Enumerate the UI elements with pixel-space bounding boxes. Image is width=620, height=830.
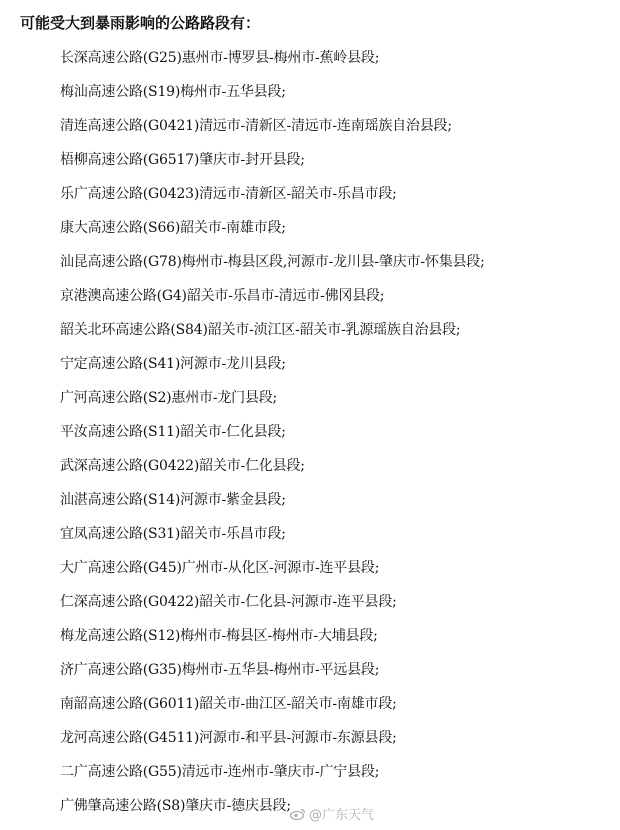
- road-item: 广佛肇高速公路(S8)肇庆市-德庆县段;: [60, 798, 291, 814]
- watermark: [290, 804, 374, 823]
- road-item: 宁定高速公路(S41)河源市-龙川县段;: [60, 356, 286, 372]
- road-item: 梧柳高速公路(G6517)肇庆市-封开县段;: [60, 152, 305, 168]
- weibo-icon: [290, 808, 306, 820]
- road-list: [60, 47, 485, 829]
- road-item: 康大高速公路(S66)韶关市-南雄市段;: [60, 220, 286, 236]
- road-item: 南韶高速公路(G6011)韶关市-曲江区-韶关市-南雄市段;: [60, 696, 397, 712]
- road-item: 汕昆高速公路(G78)梅州市-梅县区段,河源市-龙川县-肇庆市-怀集县段;: [60, 254, 485, 270]
- watermark-text: @广东天气: [309, 808, 375, 823]
- road-item: 仁深高速公路(G0422)韶关市-仁化县-河源市-连平县段;: [60, 594, 397, 610]
- road-item: 龙河高速公路(G4511)河源市-和平县-河源市-东源县段;: [60, 730, 397, 746]
- road-item: 清连高速公路(G0421)清远市-清新区-清远市-连南瑶族自治县段;: [60, 118, 452, 134]
- road-item: 韶关北环高速公路(S84)韶关市-浈江区-韶关市-乳源瑶族自治县段;: [60, 322, 461, 338]
- road-item: 梅汕高速公路(S19)梅州市-五华县段;: [60, 84, 286, 100]
- road-item: 大广高速公路(G45)广州市-从化区-河源市-连平县段;: [60, 560, 380, 576]
- road-item: 二广高速公路(G55)清远市-连州市-肇庆市-广宁县段;: [60, 764, 380, 780]
- road-item: 梅龙高速公路(S12)梅州市-梅县区-梅州市-大埔县段;: [60, 628, 378, 644]
- road-item: 乐广高速公路(G0423)清远市-清新区-韶关市-乐昌市段;: [60, 186, 397, 202]
- road-item: 广河高速公路(S2)惠州市-龙门县段;: [60, 390, 278, 406]
- page-heading: 可能受大到暴雨影响的公路路段有：: [20, 14, 261, 32]
- road-item: 平汝高速公路(S11)韶关市-仁化县段;: [60, 424, 286, 440]
- road-item: 济广高速公路(G35)梅州市-五华县-梅州市-平远县段;: [60, 662, 380, 678]
- road-item: 京港澳高速公路(G4)韶关市-乐昌市-清远市-佛冈县段;: [60, 288, 385, 304]
- road-item: 宜凤高速公路(S31)韶关市-乐昌市段;: [60, 526, 286, 542]
- road-item: 长深高速公路(G25)惠州市-博罗县-梅州市-蕉岭县段;: [60, 50, 380, 66]
- road-item: 武深高速公路(G0422)韶关市-仁化县段;: [60, 458, 305, 474]
- road-item: 汕湛高速公路(S14)河源市-紫金县段;: [60, 492, 286, 508]
